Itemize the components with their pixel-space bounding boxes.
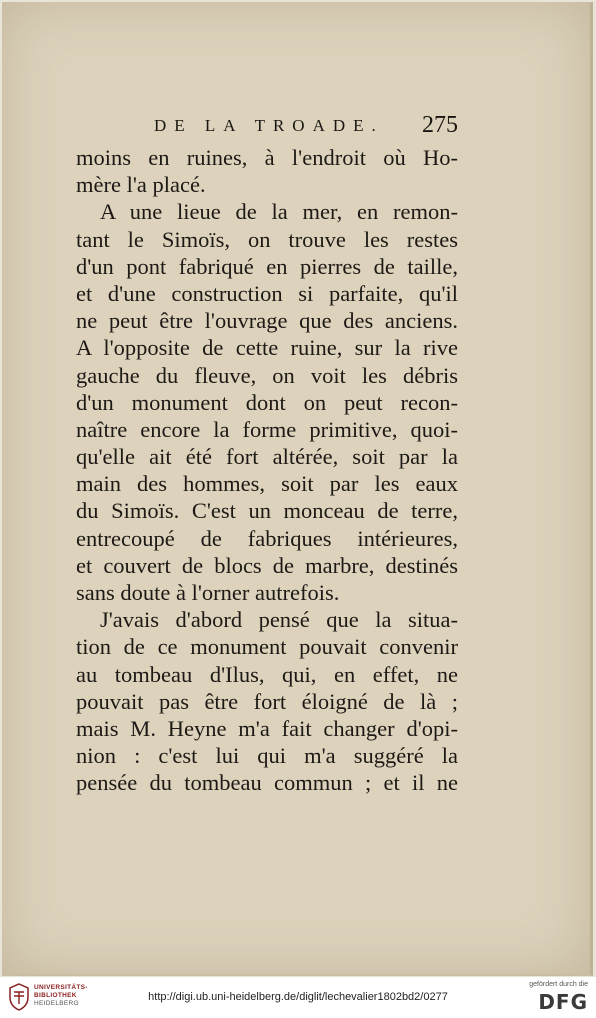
- dfg-logo[interactable]: DFG: [538, 990, 588, 1014]
- text-line: d'un pont fabriqué en pierres de taille,: [76, 253, 458, 279]
- text-line: mais M. Heyne m'a fait changer d'opi-: [76, 715, 458, 741]
- book-page: [2, 2, 593, 976]
- text-line: nion : c'est lui qui m'a suggéré la: [76, 743, 458, 769]
- text-line: d'un monument dont on peut recon-: [76, 389, 458, 415]
- text-line: J'avais d'abord pensé que la situa-: [100, 607, 458, 633]
- text-line: du Simoïs. C'est un monceau de terre,: [76, 498, 458, 524]
- body-text: [76, 144, 458, 797]
- dfg-caption: gefördert durch die: [529, 981, 588, 988]
- text-line: et d'une construction si parfaite, qu'il: [76, 280, 458, 306]
- text-line: et couvert de blocs de marbre, destinés: [76, 552, 458, 578]
- university-name-line: HEIDELBERG: [34, 1000, 79, 1007]
- text-line: moins en ruines, à l'endroit où Ho-: [76, 145, 458, 170]
- text-line: tant le Simoïs, on trouve les restes: [76, 226, 458, 252]
- text-line: qu'elle ait été fort altérée, soit par la: [76, 444, 458, 470]
- university-name-line: UNIVERSITÄTS-: [34, 984, 88, 991]
- text-line: tion de ce monument pouvait convenir: [76, 634, 458, 660]
- running-title: DE LA TROADE.: [154, 116, 384, 135]
- text-line: ne peut être l'ouvrage que des anciens.: [76, 308, 458, 334]
- page-number: 275: [422, 112, 458, 138]
- text-line: main des hommes, soit par les eaux: [76, 471, 458, 497]
- text-line: sans doute à l'orner autrefois.: [76, 580, 340, 605]
- text-line: entrecoupé de fabriques intérieures,: [76, 525, 458, 551]
- text-line: pensée du tombeau commun ; et il ne: [76, 770, 458, 796]
- text-line: naître encore la forme primitive, quoi-: [76, 416, 458, 442]
- viewer-footer: [0, 977, 596, 1018]
- page-header: [76, 112, 458, 142]
- university-name-line: BIBLIOTHEK: [34, 992, 77, 999]
- text-line: mère l'a placé.: [76, 172, 206, 198]
- text-line: pouvait pas être fort éloigné de là ;: [76, 688, 458, 714]
- text-line: au tombeau d'Ilus, qui, en effet, ne: [76, 661, 458, 687]
- text-line: A une lieue de la mer, en remon-: [100, 199, 458, 225]
- text-line: gauche du fleuve, on voit les débris: [76, 362, 458, 388]
- permalink-url[interactable]: http://digi.ub.uni-heidelberg.de/diglit/lechevalier1802bd2/0277: [148, 991, 448, 1003]
- text-line: A l'opposite de cette ruine, sur la rive: [76, 335, 458, 361]
